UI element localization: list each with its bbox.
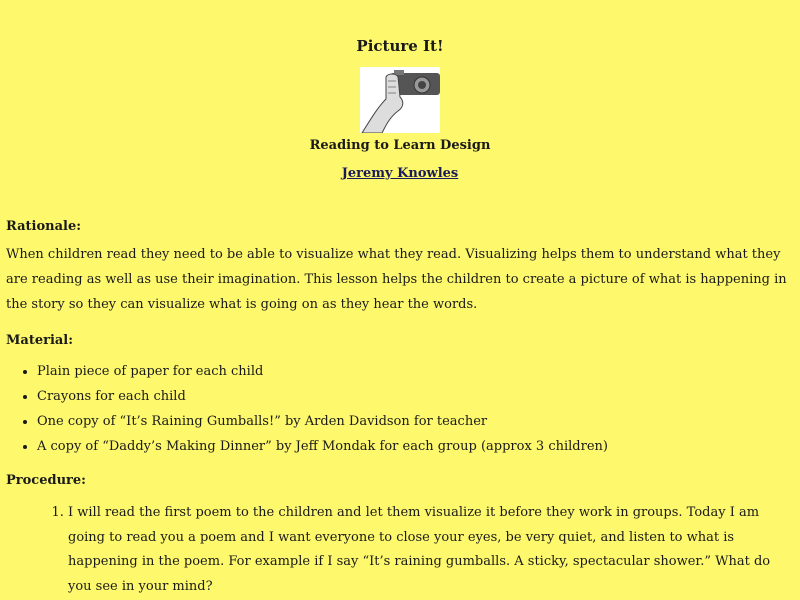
author-link[interactable]: Jeremy Knowles — [341, 166, 459, 181]
rationale-text: When children read they need to be able to visualize what they read. Visualizing helps them to understand what they are reading as well as use their imagination. This lesson helps the children to create a picture of what is happening in the story so they can visualize what is going on as they hear the words. — [6, 247, 787, 312]
material-list — [6, 359, 794, 459]
list-item: 1. I will read the first poem to the children and let them visualize it before they work in groups. Today I am going to read you a poem and I want everyone to close your eyes, be very quiet, and listen to what is happening in the poem. For example if I say “It’s raining gumballs. A sticky, spectacular shower.” What do you see in your mind? — [68, 501, 794, 599]
material-heading: Material: — [6, 333, 74, 348]
subtitle: Reading to Learn Design — [309, 138, 491, 153]
list-item: • A copy of “Daddy’s Making Dinner” by Jeff Mondak for each group (approx 3 children) — [37, 434, 794, 459]
header — [6, 0, 794, 182]
list-item: • One copy of “It’s Raining Gumballs!” by Arden Davidson for teacher — [37, 409, 794, 434]
procedure-heading: Procedure: — [6, 473, 86, 488]
camera-hand-image — [360, 67, 440, 133]
procedure-list — [6, 501, 794, 599]
list-item: • Crayons for each child — [37, 384, 794, 409]
page-title: Picture It! — [356, 37, 444, 55]
rationale-heading: Rationale: — [6, 219, 82, 234]
list-item: • Plain piece of paper for each child — [37, 359, 794, 384]
